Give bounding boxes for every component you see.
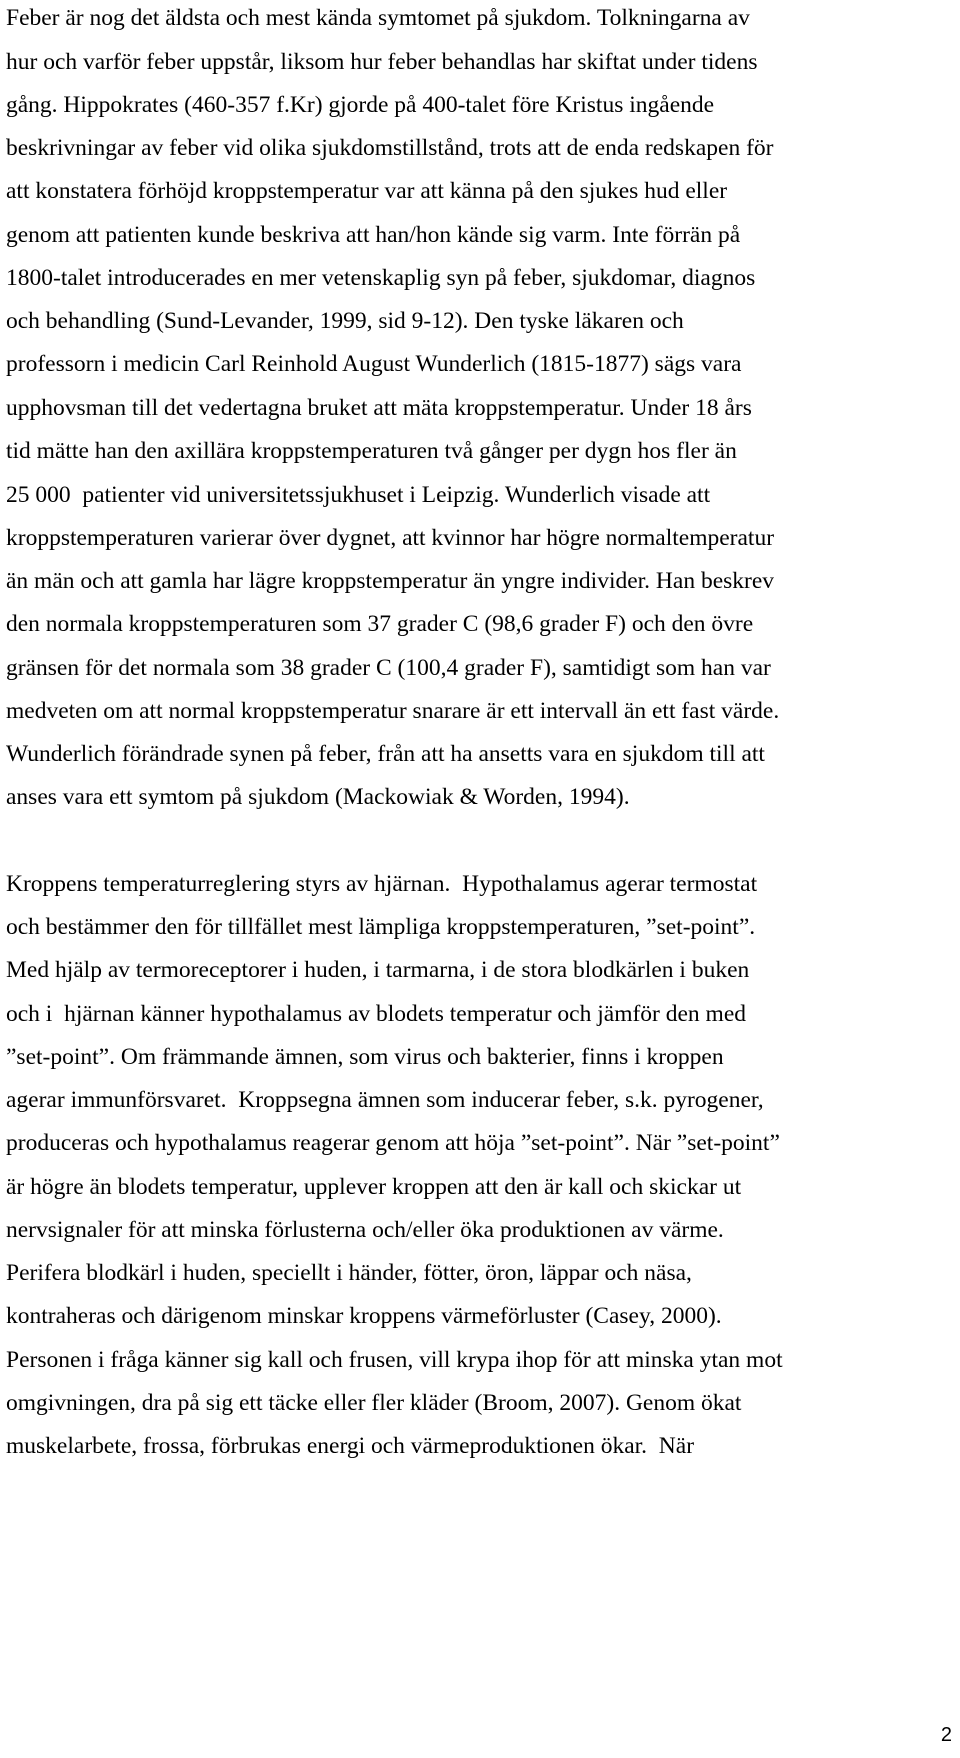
text-line: Perifera blodkärl i huden, speciellt i händer, fötter, öron, läppar och näsa,: [6, 1260, 692, 1286]
text-line: att konstatera förhöjd kroppstemperatur var att känna på den sjukes hud eller: [6, 178, 728, 204]
text-line: hur och varför feber uppstår, liksom hur feber behandlas har skiftat under tidens: [6, 49, 758, 75]
text-line: muskelarbete, frossa, förbrukas energi och värmeproduktionen ökar. När: [6, 1433, 695, 1459]
text-line: Feber är nog det äldsta och mest kända symtomet på sjukdom. Tolkningarna av: [6, 5, 750, 31]
text-line: genom att patienten kunde beskriva att han/hon kände sig varm. Inte förrän på: [6, 222, 741, 248]
text-line: omgivningen, dra på sig ett täcke eller fler kläder (Broom, 2007). Genom ökat: [6, 1390, 742, 1416]
text-line: Personen i fråga känner sig kall och frusen, vill krypa ihop för att minska ytan mot: [6, 1347, 783, 1373]
text-line: är högre än blodets temperatur, upplever kroppen att den är kall och skickar ut: [6, 1174, 742, 1200]
text-line: 1800-talet introducerades en mer vetenskaplig syn på feber, sjukdomar, diagnos: [6, 265, 756, 291]
text-line: och behandling (Sund-Levander, 1999, sid 9-12). Den tyske läkaren och: [6, 308, 684, 334]
text-line: den normala kroppstemperaturen som 37 grader C (98,6 grader F) och den övre: [6, 611, 754, 637]
text-line: och bestämmer den för tillfället mest lämpliga kroppstemperaturen, ”set-point”.: [6, 914, 756, 940]
text-line: professorn i medicin Carl Reinhold August Wunderlich (1815-1877) sägs vara: [6, 351, 742, 377]
text-line: nervsignaler för att minska förlusterna och/eller öka produktionen av värme.: [6, 1217, 724, 1243]
page-number: 2: [940, 1724, 952, 1746]
text-line: agerar immunförsvaret. Kroppsegna ämnen som inducerar feber, s.k. pyrogener,: [6, 1087, 764, 1113]
text-line: än män och att gamla har lägre kroppstemperatur än yngre individer. Han beskrev: [6, 568, 775, 594]
text-line: Wunderlich förändrade synen på feber, från att ha ansetts vara en sjukdom till att: [6, 741, 765, 767]
text-line: medveten om att normal kroppstemperatur snarare är ett intervall än ett fast värde.: [6, 698, 780, 724]
text-line: gränsen för det normala som 38 grader C (100,4 grader F), samtidigt som han var: [6, 655, 771, 681]
text-line: upphovsman till det vedertagna bruket att mäta kroppstemperatur. Under 18 års: [6, 395, 752, 421]
text-line: Kroppens temperaturreglering styrs av hjärnan. Hypothalamus agerar termostat: [6, 871, 758, 897]
text-line: kroppstemperaturen varierar över dygnet, att kvinnor har högre normaltemperatur: [6, 525, 775, 551]
text-line: kontraheras och därigenom minskar kroppens värmeförluster (Casey, 2000).: [6, 1303, 722, 1329]
text-line: 25 000 patienter vid universitetssjukhuset i Leipzig. Wunderlich visade att: [6, 482, 711, 508]
text-line: beskrivningar av feber vid olika sjukdomstillstånd, trots att de enda redskapen för: [6, 135, 774, 161]
text-line: produceras och hypothalamus reagerar genom att höja ”set-point”. När ”set-point”: [6, 1130, 780, 1156]
text-line: ”set-point”. Om främmande ämnen, som virus och bakterier, finns i kroppen: [6, 1044, 724, 1070]
text-line: anses vara ett symtom på sjukdom (Mackowiak & Worden, 1994).: [6, 784, 630, 810]
text-line: tid mätte han den axillära kroppstemperaturen två gånger per dygn hos fler än: [6, 438, 737, 464]
text-line: Med hjälp av termoreceptorer i huden, i tarmarna, i de stora blodkärlen i buken: [6, 957, 750, 983]
text-line: och i hjärnan känner hypothalamus av blodets temperatur och jämför den med: [6, 1001, 747, 1027]
text-line: gång. Hippokrates (460-357 f.Kr) gjorde på 400-talet före Kristus ingående: [6, 92, 715, 118]
